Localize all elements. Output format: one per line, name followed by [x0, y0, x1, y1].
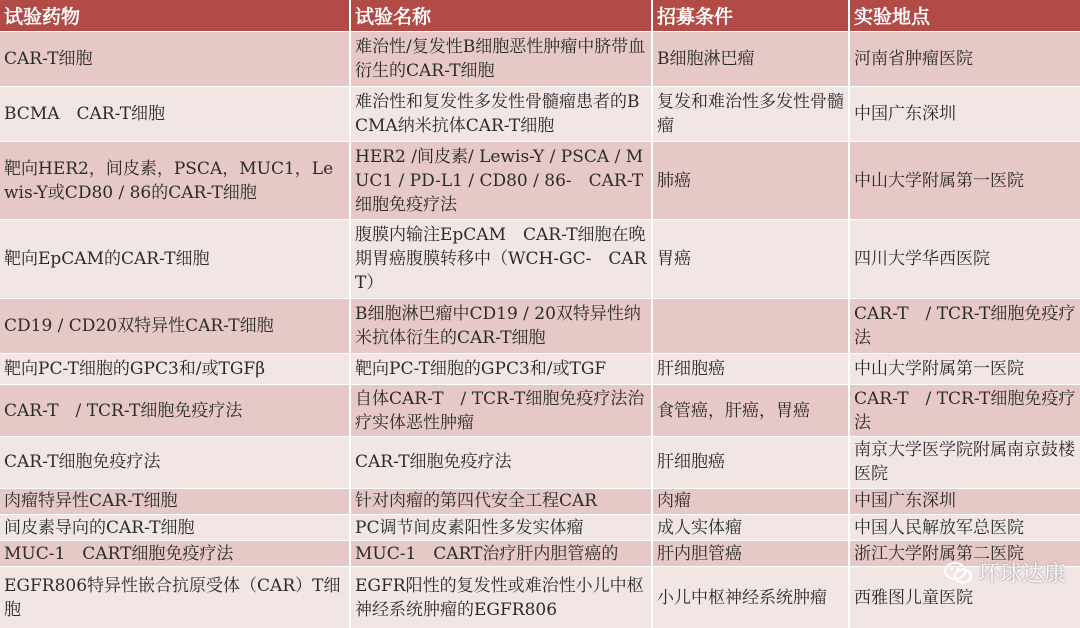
cell-trial-name: 针对肉瘤的第四代安全工程CAR — [350, 488, 652, 514]
table-row — [0, 541, 1080, 567]
cell-location: 中国广东深圳 — [849, 488, 1080, 514]
cell-location: 中山大学附属第一医院 — [849, 142, 1080, 219]
cell-drug: CAR-T细胞 — [0, 32, 350, 87]
cell-drug: EGFR806特异性嵌合抗原受体（CAR）T细胞 — [0, 567, 350, 628]
table-header-row — [0, 0, 1080, 32]
cell-location: 中国广东深圳 — [849, 87, 1080, 142]
cell-drug: 靶向PC-T细胞的GPC3和/或TGFβ — [0, 354, 350, 385]
cell-criteria: 肝细胞癌 — [652, 354, 849, 385]
cell-drug: 靶向EpCAM的CAR-T细胞 — [0, 219, 350, 298]
cell-criteria: 肉瘤 — [652, 488, 849, 514]
cell-location: 中山大学附属第一医院 — [849, 354, 1080, 385]
cell-trial-name: EGFR阳性的复发性或难治性小儿中枢神经系统肿瘤的EGFR806 — [350, 567, 652, 628]
cell-drug: CD19 / CD20双特异性CAR-T细胞 — [0, 299, 350, 354]
cell-criteria: 肝内胆管癌 — [652, 541, 849, 567]
cell-trial-name: HER2 /间皮素/ Lewis-Y / PSCA / MUC1 / PD-L1 / CD80 / 86- CAR-T细胞免疫疗法 — [350, 142, 652, 219]
cell-drug: BCMA CAR-T细胞 — [0, 87, 350, 142]
table-row — [0, 219, 1080, 298]
cell-criteria: 肺癌 — [652, 142, 849, 219]
cell-trial-name: CAR-T细胞免疫疗法 — [350, 436, 652, 488]
cell-trial-name: B细胞淋巴瘤中CD19 / 20双特异性纳米抗体衍生的CAR-T细胞 — [350, 299, 652, 354]
cell-trial-name: 靶向PC-T细胞的GPC3和/或TGF — [350, 354, 652, 385]
cell-trial-name: 自体CAR-T / TCR-T细胞免疫疗法治疗实体恶性肿瘤 — [350, 385, 652, 436]
table-row — [0, 354, 1080, 385]
cell-criteria: 小儿中枢神经系统肿瘤 — [652, 567, 849, 628]
cell-criteria: 胃癌 — [652, 219, 849, 298]
table-row — [0, 514, 1080, 540]
cell-criteria: B细胞淋巴瘤 — [652, 32, 849, 87]
table-row — [0, 299, 1080, 354]
cell-trial-name: 腹膜内输注EpCAM CAR-T细胞在晚期胃癌腹膜转移中（WCH-GC- CART） — [350, 219, 652, 298]
watermark-text: 环球达康 — [977, 562, 1066, 587]
table-row — [0, 87, 1080, 142]
cell-location: CAR-T / TCR-T细胞免疫疗法 — [849, 385, 1080, 436]
cell-criteria: 成人实体瘤 — [652, 514, 849, 540]
cell-drug: CAR-T细胞免疫疗法 — [0, 436, 350, 488]
wechat-icon — [944, 561, 972, 585]
cell-trial-name: PC调节间皮素阳性多发实体瘤 — [350, 514, 652, 540]
cell-location: CAR-T / TCR-T细胞免疫疗法 — [849, 299, 1080, 354]
header-trial-name: 试验名称 — [350, 0, 652, 32]
table-row — [0, 142, 1080, 219]
table-row — [0, 385, 1080, 436]
header-drug: 试验药物 — [0, 0, 350, 32]
table-row — [0, 567, 1080, 628]
cell-trial-name: 难治性和复发性多发性骨髓瘤患者的BCMA纳米抗体CAR-T细胞 — [350, 87, 652, 142]
table-row — [0, 488, 1080, 514]
header-criteria: 招募条件 — [652, 0, 849, 32]
cell-location: 西雅图儿童医院 — [849, 567, 1080, 628]
cell-criteria: 肝细胞癌 — [652, 436, 849, 488]
cell-criteria — [652, 299, 849, 354]
cell-location: 南京大学医学院附属南京鼓楼医院 — [849, 436, 1080, 488]
watermark — [944, 557, 1066, 588]
cell-trial-name: MUC-1 CART治疗肝内胆管癌的 — [350, 541, 652, 567]
header-location: 实验地点 — [849, 0, 1080, 32]
cell-location: 河南省肿瘤医院 — [849, 32, 1080, 87]
cell-drug: MUC-1 CART细胞免疫疗法 — [0, 541, 350, 567]
cell-criteria: 复发和难治性多发性骨髓瘤 — [652, 87, 849, 142]
cell-trial-name: 难治性/复发性B细胞恶性肿瘤中脐带血衍生的CAR-T细胞 — [350, 32, 652, 87]
cell-location: 浙江大学附属第二医院 — [849, 541, 1080, 567]
cell-drug: CAR-T / TCR-T细胞免疫疗法 — [0, 385, 350, 436]
cell-location: 中国人民解放军总医院 — [849, 514, 1080, 540]
cell-drug: 肉瘤特异性CAR-T细胞 — [0, 488, 350, 514]
cell-location: 四川大学华西医院 — [849, 219, 1080, 298]
cell-criteria: 食管癌，肝癌，胃癌 — [652, 385, 849, 436]
cell-drug: 靶向HER2，间皮素，PSCA，MUC1，Lewis-Y或CD80 / 86的CAR-T细胞 — [0, 142, 350, 219]
table-row — [0, 436, 1080, 488]
cell-drug: 间皮素导向的CAR-T细胞 — [0, 514, 350, 540]
table-row — [0, 32, 1080, 87]
